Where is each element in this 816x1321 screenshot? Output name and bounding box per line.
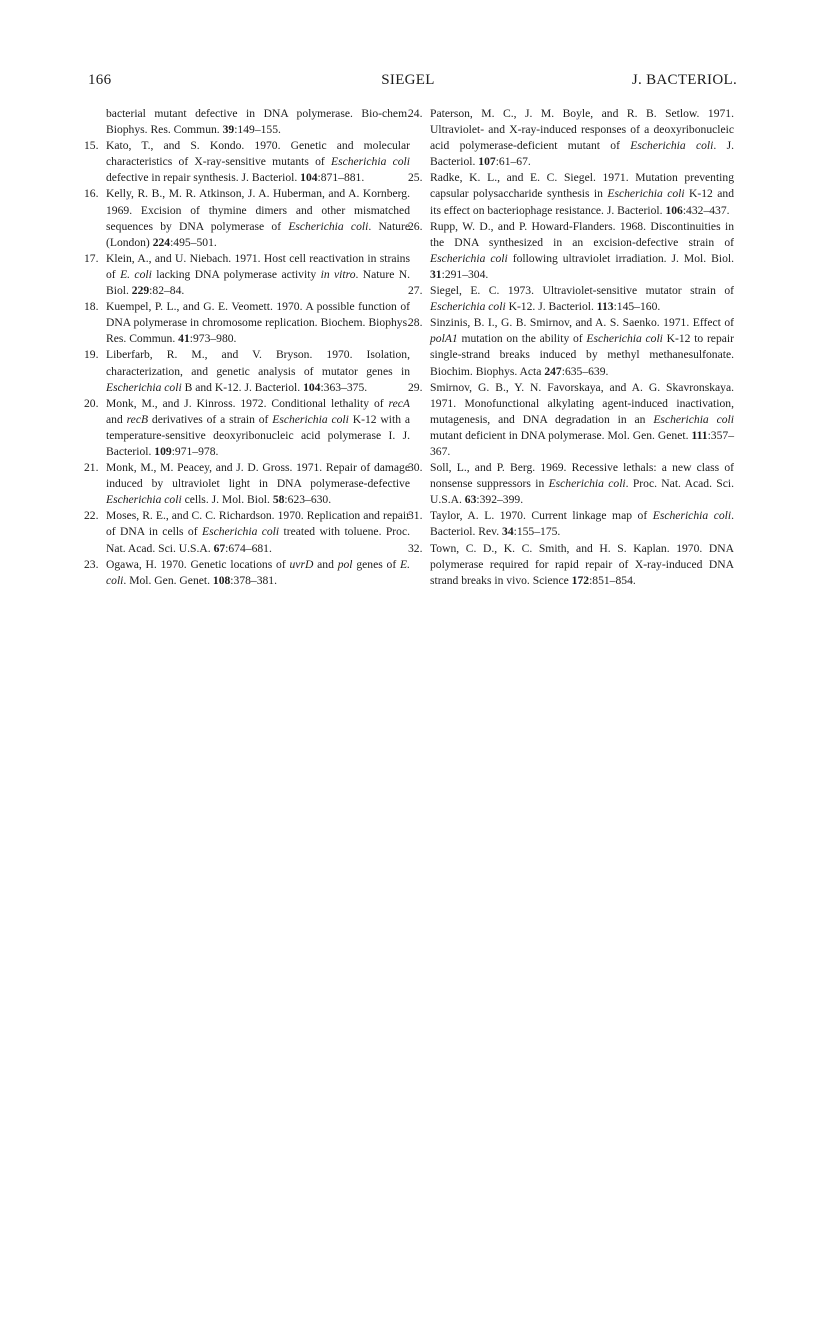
- reference-text: Rupp, W. D., and P. Howard-Flanders. 1968. Discontinuities in the DNA synthesized in an excision-defective strain of Escherichia coli following ultraviolet irradiation. J. Mol. Biol. 31:291–304.: [430, 219, 734, 281]
- reference-number: 29.: [408, 380, 423, 394]
- reference-item: [84, 299, 410, 347]
- reference-number: 31.: [408, 509, 423, 523]
- reference-number: 16.: [84, 187, 99, 201]
- reference-text: Kato, T., and S. Kondo. 1970. Genetic and molecular characteristics of X-ray-sensitive mutants of Escherichia coli defective in repair synthesis. J. Bacteriol. 104:871–881.: [106, 139, 410, 185]
- reference-number: 26.: [408, 219, 423, 233]
- reference-item: [84, 557, 410, 589]
- reference-item: [84, 251, 411, 299]
- reference-number: 30.: [408, 461, 423, 475]
- reference-text: Liberfarb, R. M., and V. Bryson. 1970. Isolation, characterization, and genetic analysis of mutator genes in Escherichia coli B and K-12. J. Bacteriol. 104:363–375.: [106, 348, 410, 394]
- reference-item: [408, 170, 734, 218]
- running-head-author: SIEGEL: [381, 72, 435, 88]
- reference-number: 18.: [84, 300, 99, 314]
- reference-text: Ogawa, H. 1970. Genetic locations of uvrD and pol genes of E. coli. Mol. Gen. Genet. 108:378–381.: [106, 557, 410, 587]
- reference-number: 28.: [408, 316, 423, 330]
- reference-text: Soll, L., and P. Berg. 1969. Recessive lethals: a new class of nonsense suppressors in Escherichia coli. Proc. Nat. Acad. Sci. U.S.A. 63:392–399.: [430, 461, 734, 507]
- reference-item: [408, 541, 734, 589]
- journal-name: J. BACTERIOL.: [631, 72, 737, 88]
- reference-item: [408, 315, 734, 379]
- reference-number: 15.: [84, 139, 99, 153]
- reference-item: [84, 460, 410, 508]
- reference-text: Taylor, A. L. 1970. Current linkage map of Escherichia coli. Bacteriol. Rev. 34:155–175.: [430, 509, 734, 539]
- reference-text: Klein, A., and U. Niebach. 1971. Host cell reactivation in strains of E. coli lacking DNA polymerase activity in vitro. Nature N. Biol. 229:82–84.: [106, 251, 411, 298]
- reference-item: [408, 219, 734, 283]
- reference-item: [408, 283, 734, 315]
- page-number: 166: [88, 72, 112, 88]
- reference-number: 19.: [84, 348, 99, 362]
- reference-item: [84, 508, 410, 556]
- reference-text: Town, C. D., K. C. Smith, and H. S. Kaplan. 1970. DNA polymerase required for rapid repair of X-ray-induced DNA strand breaks in vivo. Science 172:851–854.: [430, 541, 734, 587]
- reference-text: Monk, M., M. Peacey, and J. D. Gross. 1971. Repair of damage induced by ultraviolet light in DNA polymerase-defective Escherichia coli cells. J. Mol. Biol. 58:623–630.: [106, 461, 410, 507]
- reference-text: Monk, M., and J. Kinross. 1972. Conditional lethality of recA and recB derivatives of a strain of Escherichia coli K-12 with a temperature-sensitive deoxyribonucleic acid polymerase I. J. Bacteriol. 109:971–978.: [106, 396, 411, 458]
- reference-number: 25.: [408, 171, 423, 185]
- reference-number: 32.: [408, 541, 423, 555]
- reference-item: [92, 106, 410, 138]
- reference-text: Smirnov, G. B., Y. N. Favorskaya, and A. G. Skavronskaya. 1971. Monofunctional alkylating agent-induced inactivation, mutagenesis, and DNA degradation in an Escherichia coli mutant deficient in DNA polymerase. Mol. Gen. Genet. 111:357–367.: [430, 380, 734, 458]
- reference-item: [84, 138, 410, 186]
- reference-item: [408, 106, 734, 170]
- reference-text: Sinzinis, B. I., G. B. Smirnov, and A. S. Saenko. 1971. Effect of polA1 mutation on the ability of Escherichia coli K-12 to repair single-strand breaks induced by methyl methanesulfonate. Biochim. Biophys. Acta 247:635–639.: [430, 316, 734, 378]
- reference-number: 20.: [84, 396, 99, 410]
- reference-item: [408, 460, 734, 508]
- reference-text: Kuempel, P. L., and G. E. Veomett. 1970. A possible function of DNA polymerase in chromosome replication. Biochem. Biophys. Res. Commun. 41:973–980.: [106, 300, 410, 346]
- reference-item: [84, 186, 410, 250]
- reference-number: 27.: [408, 284, 423, 298]
- reference-text: Radke, K. L., and E. C. Siegel. 1971. Mutation preventing capsular polysaccharide synthesis in Escherichia coli K-12 and its effect on bacteriophage resistance. J. Bacteriol. 106:432–437.: [430, 171, 734, 217]
- reference-item: [408, 380, 734, 460]
- reference-text: Moses, R. E., and C. C. Richardson. 1970. Replication and repair of DNA in cells of Escherichia coli treated with toluene. Proc. Nat. Acad. Sci. U.S.A. 67:674–681.: [106, 509, 410, 555]
- reference-number: 23.: [84, 557, 99, 571]
- reference-text: bacterial mutant defective in DNA polymerase. Bio-chem. Biophys. Res. Commun. 39:149–155.: [106, 107, 410, 137]
- references-left-column: [84, 106, 411, 589]
- references-right-column: [408, 106, 734, 589]
- reference-number: 21.: [84, 461, 99, 475]
- reference-number: 22.: [84, 509, 99, 523]
- reference-item: [84, 347, 410, 395]
- reference-item: [408, 508, 734, 540]
- reference-item: [84, 396, 411, 460]
- reference-text: Kelly, R. B., M. R. Atkinson, J. A. Huberman, and A. Kornberg. 1969. Excision of thymine dimers and other mismatched sequences by DNA polymerase of Escherichia coli. Nature (London) 224:495–501.: [106, 187, 410, 249]
- reference-number: 17.: [84, 251, 99, 265]
- reference-text: Paterson, M. C., J. M. Boyle, and R. B. Setlow. 1971. Ultraviolet- and X-ray-induced responses of a deoxyribonucleic acid polymerase-deficient mutant of Escherichia coli. J. Bacteriol. 107:61–67.: [430, 107, 734, 169]
- reference-text: Siegel, E. C. 1973. Ultraviolet-sensitive mutator strain of Escherichia coli K-12. J. Bacteriol. 113:145–160.: [430, 284, 734, 314]
- reference-number: 24.: [408, 107, 423, 120]
